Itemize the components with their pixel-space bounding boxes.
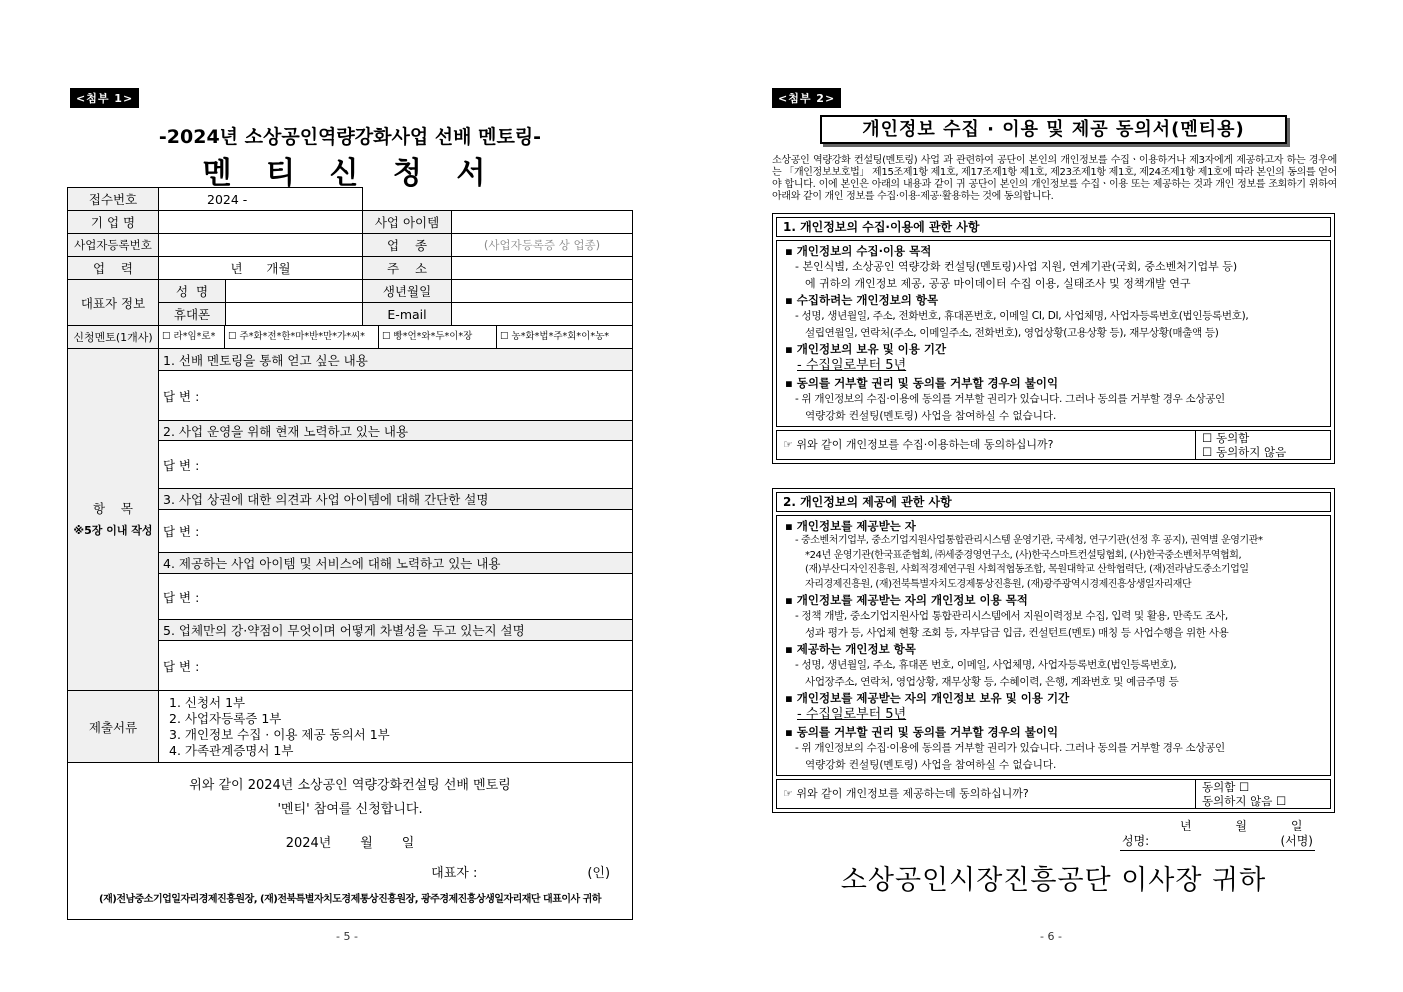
section-1-head: 1. 개인정보의 수집·이용에 관한 사항: [776, 217, 1331, 237]
phone-field[interactable]: [226, 303, 363, 326]
recipients-title: ▪ 개인정보를 제공받는 자: [785, 519, 916, 533]
attachment-tag: <첨부 2>: [772, 88, 841, 108]
closing-seal: (인): [587, 866, 611, 881]
provided-fields-title: ▪ 제공하는 개인정보 항목: [785, 642, 916, 656]
consent-options: [1195, 780, 1330, 808]
fields-line: 설립연월일, 연락처(주소, 이메일주소, 전화번호), 영업상황(고용상황 등), 재무상황(매출액 등): [805, 326, 1219, 339]
biz-reg-field[interactable]: [159, 234, 363, 257]
sign-date: 년 월 일: [1180, 819, 1303, 833]
mentor-option-4[interactable]: ☐ 농*화*법*주*회*이*농*: [500, 331, 610, 342]
sign-seal: (서명): [1280, 834, 1313, 848]
section-collection: [772, 213, 1335, 464]
agree-checkbox[interactable]: ☐ 동의함: [1202, 431, 1250, 445]
disagree-checkbox[interactable]: ☐ 동의하지 않음: [1202, 445, 1287, 459]
doc-item: 3. 개인정보 수집 · 이용 제공 동의서 1부: [169, 726, 390, 742]
mentor-option-3[interactable]: ☐ 빵*언*와*두*이*장: [379, 326, 497, 348]
industry-label: 업 종: [363, 234, 452, 257]
attachment-tag: <첨부 1>: [70, 88, 139, 108]
mentor-option-2[interactable]: ☐ 주*화*전*한*마*반*만*가*씨*: [225, 326, 379, 348]
mentor-options: [159, 326, 633, 349]
provided-refuse-title: ▪ 동의를 거부할 권리 및 동의를 거부할 경우의 불이익: [785, 725, 1059, 739]
addressee: (재)전남중소기업일자리경제진흥원장, (재)전북특별자치도경제통상진흥원장, 광주경제진흥상생일자리재단 대표이사 귀하: [99, 894, 601, 905]
closing-line-2: '멘티' 참여를 신청합니다.: [277, 802, 423, 817]
question-2: 2. 사업 운영을 위해 현재 노력하고 있는 내용: [159, 421, 633, 441]
section-1-body: [776, 240, 1331, 427]
history-field[interactable]: 년 개월: [159, 257, 363, 280]
answer-5[interactable]: 답 변 :: [159, 641, 633, 691]
company-label: 기 업 명: [68, 211, 159, 234]
refuse-line: 역량강화 컨설팅(멘토링) 사업을 참여하실 수 없습니다.: [805, 409, 1057, 422]
recipients-line: - 중소벤처기업부, 중소기업지원사업통합관리시스템 운영기관, 국세청, 연구기관(선정 후 공지), 권역별 운영기관*: [795, 535, 1263, 546]
refuse-title: ▪ 동의를 거부할 권리 및 동의를 거부할 경우의 불이익: [785, 376, 1059, 390]
consent-intro: 소상공인 역량강화 컨설팅(멘토링) 사업 과 관련하여 공단이 본인의 개인정보를 수집ㆍ이용하거나 제3자에게 제공하고자 하는 경우에는 「개인정보보호법」 제15조제1항 제1호, 제17조제1항 제1호, 제23조제1항 제1호, 제24조제1항 제1호에 따라 본인의 동의를 얻어야 합니다. 이에 본인은 아래의 내용과 같이 귀 공단이 본인의 개인정보를 수집ㆍ이용 또는 제공하는 것과 개인 정보를 조회하기 위하여 아래와 같이 개인 정보를 수집·이용·제공·활용하는 것에 동의합니다.: [772, 155, 1337, 202]
email-field[interactable]: [452, 303, 633, 326]
use-line: 성과 평가 등, 사업체 현황 조회 등, 자부담금 입금, 컨설턴트(멘토) 매칭 등 사업수행을 위한 사용: [805, 626, 1229, 639]
business-item-field[interactable]: [452, 211, 633, 234]
answer-2[interactable]: 답 변 :: [159, 441, 633, 489]
mentor-option-1[interactable]: ☐ 라*임*로*: [159, 326, 225, 348]
items-note: ※5장 이내 작성: [73, 523, 153, 537]
question-3: 3. 사업 상권에 대한 의견과 사업 아이템에 대해 간단한 설명: [159, 489, 633, 510]
consent-options: [1195, 431, 1330, 459]
doc-item: 4. 가족관계증명서 1부: [169, 742, 294, 758]
dob-label: 생년월일: [363, 280, 452, 303]
doc-item: 2. 사업자등록증 1부: [169, 710, 282, 726]
retention-title: ▪ 개인정보의 보유 및 이용 기간: [785, 342, 947, 356]
provided-refuse-line: - 위 개인정보의 수집·이용에 동의를 거부할 권리가 있습니다. 그러나 동의를 거부할 경우 소상공인: [795, 742, 1225, 754]
consent-question: ☞ 위와 같이 개인정보를 수집·이용하는데 동의하십니까?: [783, 438, 1054, 451]
recipients-line: 자리경제진흥원, (재)전북특별자치도경제통상진흥원, (재)광주광역시경제진흥상생일자리재단: [805, 578, 1192, 590]
question-4: 4. 제공하는 사업 아이템 및 서비스에 대해 노력하고 있는 내용: [159, 553, 633, 574]
closing-date: 2024년 월 일: [285, 836, 415, 851]
consent-row-2: [776, 779, 1331, 809]
section-provision: [772, 488, 1335, 813]
closing-rep: 대표자 :: [431, 866, 478, 881]
question-5: 5. 업체만의 강·약점이 무엇이며 어떻게 차별성을 두고 있는지 설명: [159, 620, 633, 641]
section-2-head: 2. 개인정보의 제공에 관한 사항: [776, 492, 1331, 512]
agree-checkbox[interactable]: 동의함 ☐: [1202, 780, 1250, 794]
section-2-body: [776, 515, 1331, 776]
company-field[interactable]: [159, 211, 363, 234]
page-number: - 5 -: [336, 930, 358, 943]
provided-fields-line: - 성명, 생년월일, 주소, 휴대폰 번호, 이메일, 사업체명, 사업자등록번호(법인등록번호),: [795, 659, 1177, 671]
mentor-label: 신청멘토(1개사): [68, 326, 159, 349]
closing-block: [68, 763, 633, 920]
answer-1[interactable]: 답 변 :: [159, 371, 633, 421]
provided-retention-title: ▪ 개인정보를 제공받는 자의 개인정보 보유 및 이용 기간: [785, 691, 1070, 705]
form-title: 멘 티 신 청 서: [202, 156, 498, 191]
answer-4[interactable]: 답 변 :: [159, 574, 633, 620]
page-number: - 6 -: [1040, 930, 1062, 943]
purpose-line: - 본인식별, 소상공인 역량강화 컨설팅(멘토링)사업 지원, 연계기관(국회, 중소벤처기업부 등): [795, 260, 1238, 273]
provided-retention-value: - 수집일로부터 5년: [797, 707, 907, 722]
business-item-label: 사업 아이템: [363, 211, 452, 234]
address-field[interactable]: [452, 257, 633, 280]
provided-refuse-line: 역량강화 컨설팅(멘토링) 사업을 참여하실 수 없습니다.: [805, 758, 1057, 771]
receipt-value[interactable]: 2024 -: [159, 188, 363, 211]
form-subtitle: -2024년 소상공인역량강화사업 선배 멘토링-: [158, 126, 542, 148]
email-label: E-mail: [363, 303, 452, 326]
docs-list: [159, 691, 633, 763]
question-1: 1. 선배 멘토링을 통해 얻고 싶은 내용: [159, 349, 633, 371]
answer-3[interactable]: 답 변 :: [159, 510, 633, 553]
application-form: [67, 187, 633, 920]
history-label: 업 력: [68, 257, 159, 280]
dob-field[interactable]: [452, 280, 633, 303]
refuse-line: - 위 개인정보의 수집·이용에 동의를 거부할 권리가 있습니다. 그러나 동의를 거부할 경우 소상공인: [795, 393, 1225, 405]
recipient: 소상공인시장진흥공단 이사장 귀하: [840, 865, 1267, 896]
closing-line-1: 위와 같이 2024년 소상공인 역량강화컨설팅 선배 멘토링: [189, 778, 511, 793]
purpose-title: ▪ 개인정보의 수집·이용 목적: [785, 244, 932, 258]
retention-value: - 수집일로부터 5년: [797, 358, 907, 373]
fields-line: - 성명, 생년월일, 주소, 전화번호, 휴대폰번호, 이메일 CI, DI, 사업체명, 사업자등록번호(법인등록번호),: [795, 310, 1249, 322]
purpose-line: 에 귀하의 개인정보 제공, 공공 마이데이터 수집 이용, 실태조사 및 정책개발 연구: [805, 276, 1191, 290]
consent-question: ☞ 위와 같이 개인정보를 제공하는데 동의하십니까?: [783, 787, 1029, 800]
name-field[interactable]: [226, 280, 363, 303]
address-label: 주 소: [363, 257, 452, 280]
phone-label: 휴대폰: [159, 303, 226, 326]
consent-title: 개인정보 수집 · 이용 및 제공 동의서(멘티용): [820, 115, 1287, 144]
provided-fields-line: 사업장주소, 연락처, 영업상황, 재무상황 등, 수혜이력, 은행, 계좌번호 및 예금주명 등: [805, 675, 1179, 688]
sign-label: 성명:: [1122, 834, 1150, 848]
recipients-line: *24년 운영기관(한국표준협회, ㈜세중경영연구소, (사)한국스마트컨설팅협회, (사)한국중소벤처무역협회,: [805, 549, 1242, 561]
rep-label: 대표자 정보: [68, 280, 159, 326]
biz-reg-label: 사업자등록번호: [68, 234, 159, 257]
docs-label: 제출서류: [68, 691, 159, 763]
receipt-label: 접수번호: [68, 188, 159, 211]
blank-cell: [363, 188, 633, 211]
fields-title: ▪ 수집하려는 개인정보의 항목: [785, 293, 939, 307]
name-label: 성 명: [159, 280, 226, 303]
signature-line[interactable]: [1120, 832, 1315, 851]
items-label: 항 목: [92, 500, 134, 516]
disagree-checkbox[interactable]: 동의하지 않음 ☐: [1202, 794, 1287, 808]
consent-row-1: [776, 430, 1331, 460]
doc-item: 1. 신청서 1부: [169, 694, 246, 710]
recipients-line: (재)부산디자인진흥원, 사회적경제연구원 사회적협동조합, 목원대학교 산학협력단, (재)전라남도중소기업일: [805, 564, 1249, 575]
industry-field[interactable]: (사업자등록증 상 업종): [452, 234, 633, 257]
use-title: ▪ 개인정보를 제공받는 자의 개인정보 이용 목적: [785, 593, 1028, 607]
page-left: [0, 0, 700, 992]
use-line: - 정책 개발, 중소기업지원사업 통합관리시스템에서 지원이력정보 수집, 입력 및 활용, 만족도 조사,: [795, 610, 1228, 622]
items-label-cell: [68, 349, 159, 691]
